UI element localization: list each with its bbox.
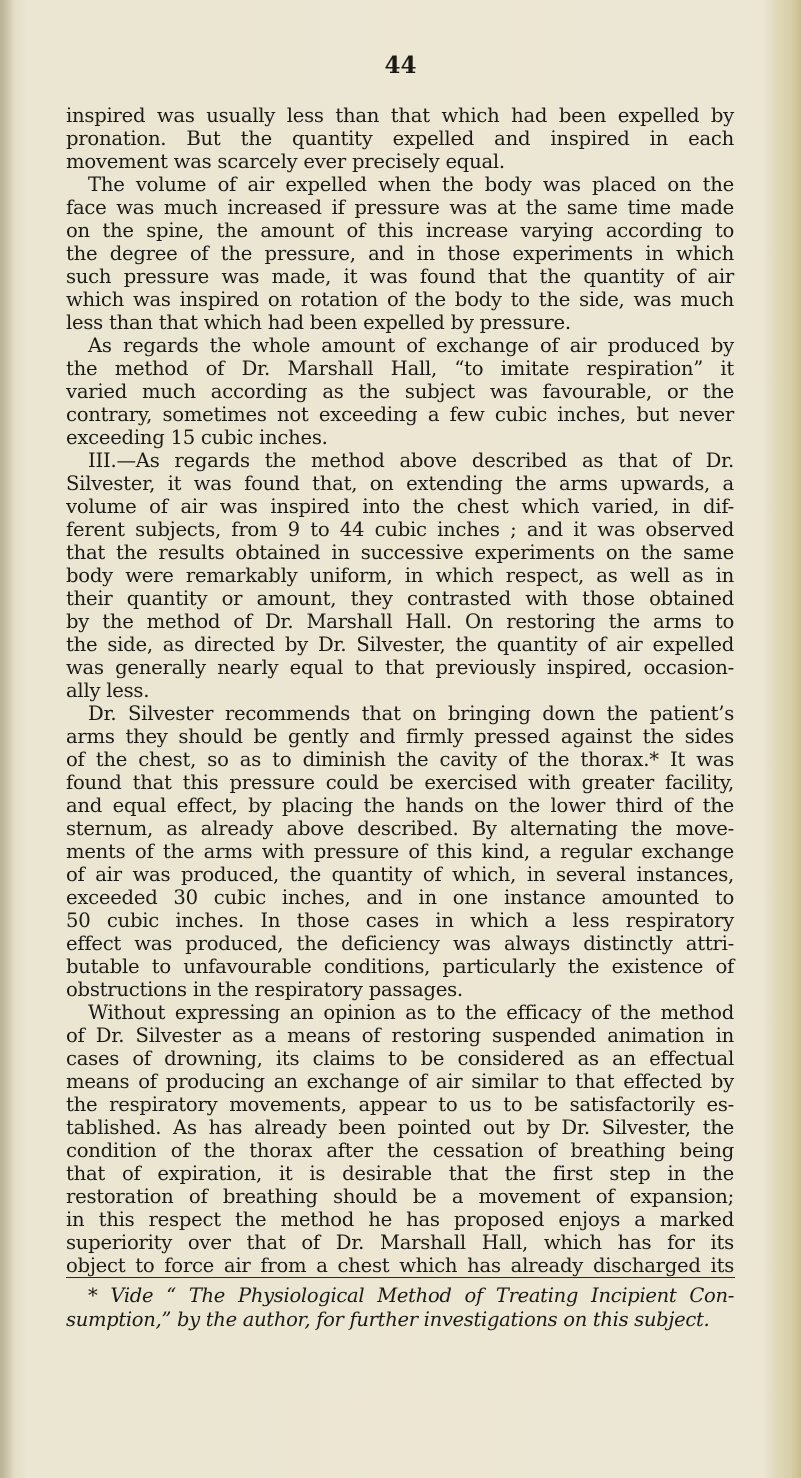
text-line: superiority over that of Dr. Marshall Hall, which has for its	[66, 1231, 734, 1254]
text-line: the degree of the pressure, and in those experiments in which	[66, 242, 734, 265]
page-number: 44	[384, 52, 417, 79]
text-line: on the spine, the amount of this increase varying according to	[66, 219, 734, 242]
text-line: pronation. But the quantity expelled and inspired in each	[66, 127, 734, 150]
text-line: tablished. As has already been pointed out by Dr. Silvester, the	[66, 1116, 734, 1139]
text-line: exceeded 30 cubic inches, and in one instance amounted to	[66, 886, 734, 909]
text-line: ally less.	[66, 679, 150, 702]
text-line: ments of the arms with pressure of this kind, a regular exchange	[66, 840, 734, 863]
page-left-shadow	[0, 0, 14, 1478]
text-line: varied much according as the subject was favourable, or the	[66, 380, 734, 403]
footnote-line: sumption,” by the author, for further investigations on this subject.	[66, 1308, 710, 1331]
text-line: the side, as directed by Dr. Silvester, the quantity of air expelled	[66, 633, 734, 656]
text-line: arms they should be gently and firmly pressed against the sides	[66, 725, 734, 748]
text-line: ferent subjects, from 9 to 44 cubic inches ; and it was observed	[66, 518, 734, 541]
text-line: in this respect the method he has proposed enjoys a marked	[66, 1208, 734, 1231]
text-line: sternum, as already above described. By alternating the move-	[66, 817, 734, 840]
text-line: of Dr. Silvester as a means of restoring suspended animation in	[66, 1024, 734, 1047]
text-line: was generally nearly equal to that previously inspired, occasion-	[66, 656, 734, 679]
text-line: butable to unfavourable conditions, particularly the existence of	[66, 955, 734, 978]
text-line: condition of the thorax after the cessation of breathing being	[66, 1139, 734, 1162]
text-line: the method of Dr. Marshall Hall, “to imitate respiration” it	[66, 357, 734, 380]
text-line: their quantity or amount, they contrasted with those obtained	[66, 587, 734, 610]
text-line: Silvester, it was found that, on extending the arms upwards, a	[66, 472, 734, 495]
text-line: means of producing an exchange of air similar to that effected by	[66, 1070, 734, 1093]
text-line: cases of drowning, its claims to be considered as an effectual	[66, 1047, 734, 1070]
text-line: inspired was usually less than that which had been expelled by	[66, 104, 734, 127]
text-line: III.—As regards the method above described as that of Dr.	[88, 449, 734, 472]
text-line: restoration of breathing should be a movement of expansion;	[66, 1185, 734, 1208]
text-line: movement was scarcely ever precisely equal.	[66, 150, 505, 173]
text-line: volume of air was inspired into the chest which varied, in dif-	[66, 495, 734, 518]
text-line: face was much increased if pressure was at the same time made	[66, 196, 734, 219]
text-line: and equal effect, by placing the hands on the lower third of the	[66, 794, 734, 817]
text-line: of the chest, so as to diminish the cavity of the thorax.* It was	[66, 748, 734, 771]
text-line: The volume of air expelled when the body was placed on the	[88, 173, 734, 196]
text-line: body were remarkably uniform, in which respect, as well as in	[66, 564, 734, 587]
text-line: found that this pressure could be exercised with greater facility,	[66, 771, 734, 794]
body-text	[66, 104, 734, 1277]
text-line: by the method of Dr. Marshall Hall. On restoring the arms to	[66, 610, 734, 633]
text-line: Dr. Silvester recommends that on bringing down the patient’s	[88, 702, 734, 725]
text-line: contrary, sometimes not exceeding a few cubic inches, but never	[66, 403, 734, 426]
text-line: which was inspired on rotation of the body to the side, was much	[66, 288, 734, 311]
text-line: obstructions in the respiratory passages.	[66, 978, 463, 1001]
text-line: such pressure was made, it was found that the quantity of air	[66, 265, 734, 288]
footnote-line: * Vide “ The Physiological Method of Treating Incipient Con-	[88, 1284, 734, 1307]
text-line: less than that which had been expelled by pressure.	[66, 311, 571, 334]
page-right-edge	[763, 0, 801, 1478]
text-line: 50 cubic inches. In those cases in which a less respiratory	[66, 909, 734, 932]
text-line: Without expressing an opinion as to the efficacy of the method	[88, 1001, 734, 1024]
text-line: of air was produced, the quantity of which, in several instances,	[66, 863, 734, 886]
text-line: As regards the whole amount of exchange of air produced by	[88, 334, 734, 357]
footnote-divider	[66, 1277, 735, 1278]
text-line: the respiratory movements, appear to us to be satisfactorily es-	[66, 1093, 734, 1116]
text-line: that of expiration, it is desirable that the first step in the	[66, 1162, 734, 1185]
text-line: effect was produced, the deficiency was always distinctly attri-	[66, 932, 734, 955]
text-line: that the results obtained in successive experiments on the same	[66, 541, 734, 564]
text-line: object to force air from a chest which has already discharged its	[66, 1254, 734, 1277]
footnote	[66, 1284, 734, 1332]
text-line: exceeding 15 cubic inches.	[66, 426, 328, 449]
